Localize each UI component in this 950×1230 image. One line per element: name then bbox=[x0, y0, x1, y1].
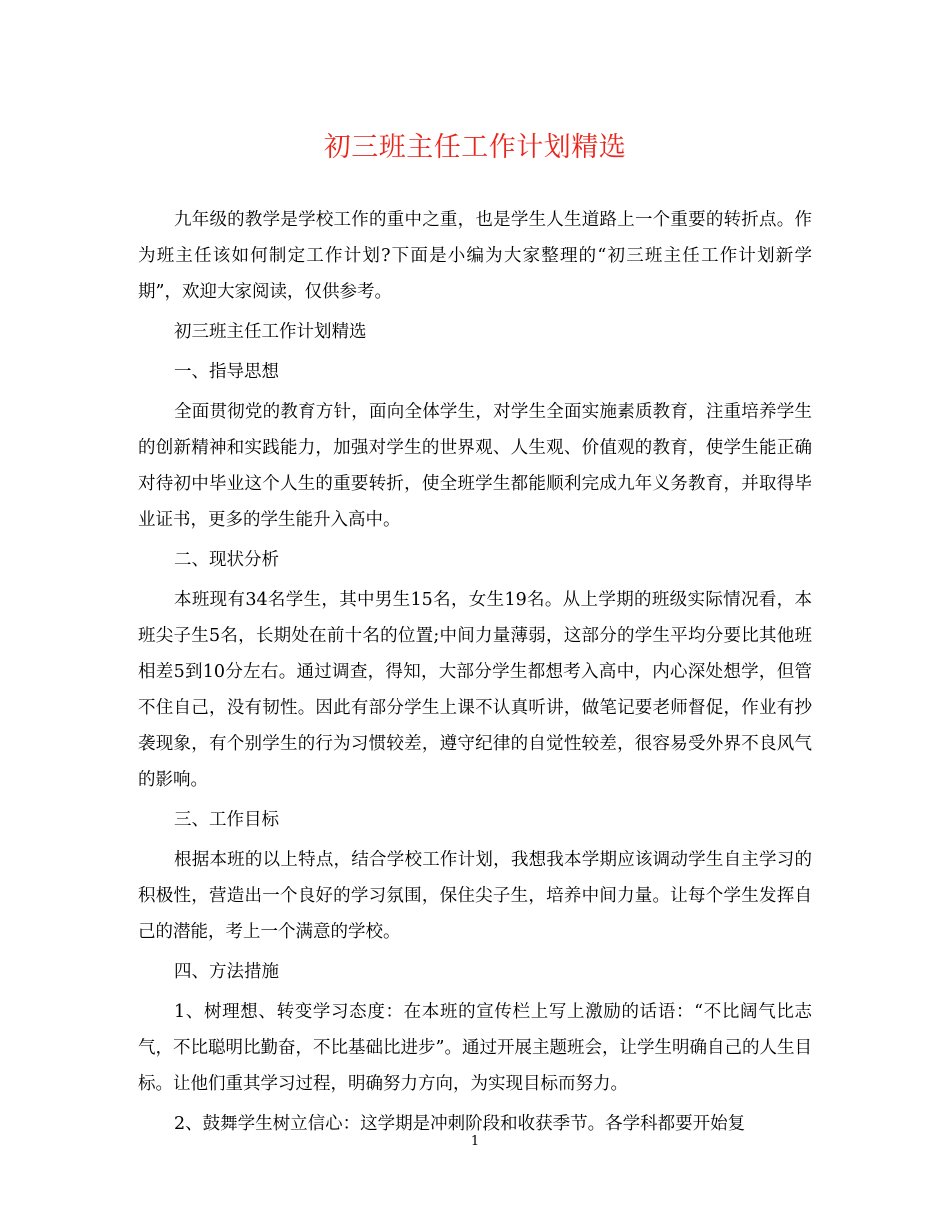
method-item-2: 2、鼓舞学生树立信心：这学期是冲刺阶段和收获季节。各学科都要开始复 bbox=[174, 1114, 746, 1134]
page-number: 1 bbox=[470, 1134, 480, 1149]
intro-paragraph: 九年级的教学是学校工作的重中之重，也是学生人生道路上一个重要的转折点。作为班主任该如何制定工作计划?下面是小编为大家整理的“初三班主任工作计划新学期”，欢迎大家阅读，仅供参考。 bbox=[138, 210, 812, 302]
document-body bbox=[138, 202, 812, 1146]
document-title: 初三班主任工作计划精选 bbox=[323, 132, 627, 163]
section-heading-work-goals: 三、工作目标 bbox=[174, 810, 279, 830]
work-goals-paragraph: 根据本班的以上特点，结合学校工作计划，我想我本学期应该调动学生自主学习的积极性，营造出一个良好的学习氛围，保住尖子生，培养中间力量。让每个学生发挥自己的潜能，考上一个满意的学校。 bbox=[138, 850, 812, 942]
section-heading-guiding-idea: 一、指导思想 bbox=[174, 362, 279, 382]
subtitle-heading: 初三班主任工作计划精选 bbox=[174, 322, 367, 342]
method-item-1: 1、树理想、转变学习态度：在本班的宣传栏上写上激励的话语：“不比阔气比志气，不比聪明比勤奋，不比基础比进步”。通过开展主题班会，让学生明确自己的人生目标。让他们重其学习过程，明确努力方向，为实现目标而努力。 bbox=[138, 1002, 812, 1094]
section-heading-methods: 四、方法措施 bbox=[174, 962, 279, 982]
guiding-idea-paragraph: 全面贯彻党的教育方针，面向全体学生，对学生全面实施素质教育，注重培养学生的创新精神和实践能力，加强对学生的世界观、人生观、价值观的教育，使学生能正确对待初中毕业这个人生的重要转折，使全班学生都能顺利完成九年义务教育，并取得毕业证书，更多的学生能升入高中。 bbox=[138, 402, 812, 530]
status-analysis-paragraph: 本班现有34名学生，其中男生15名，女生19名。从上学期的班级实际情况看，本班尖子生5名，长期处在前十名的位置;中间力量薄弱，这部分的学生平均分要比其他班相差5到10分左右。通过调查，得知，大部分学生都想考入高中，内心深处想学，但管不住自己，没有韧性。因此有部分学生上课不认真听讲，做笔记要老师督促，作业有抄袭现象，有个别学生的行为习惯较差，遵守纪律的自觉性较差，很容易受外界不良风气的影响。 bbox=[138, 590, 812, 790]
section-heading-status-analysis: 二、现状分析 bbox=[174, 550, 279, 570]
